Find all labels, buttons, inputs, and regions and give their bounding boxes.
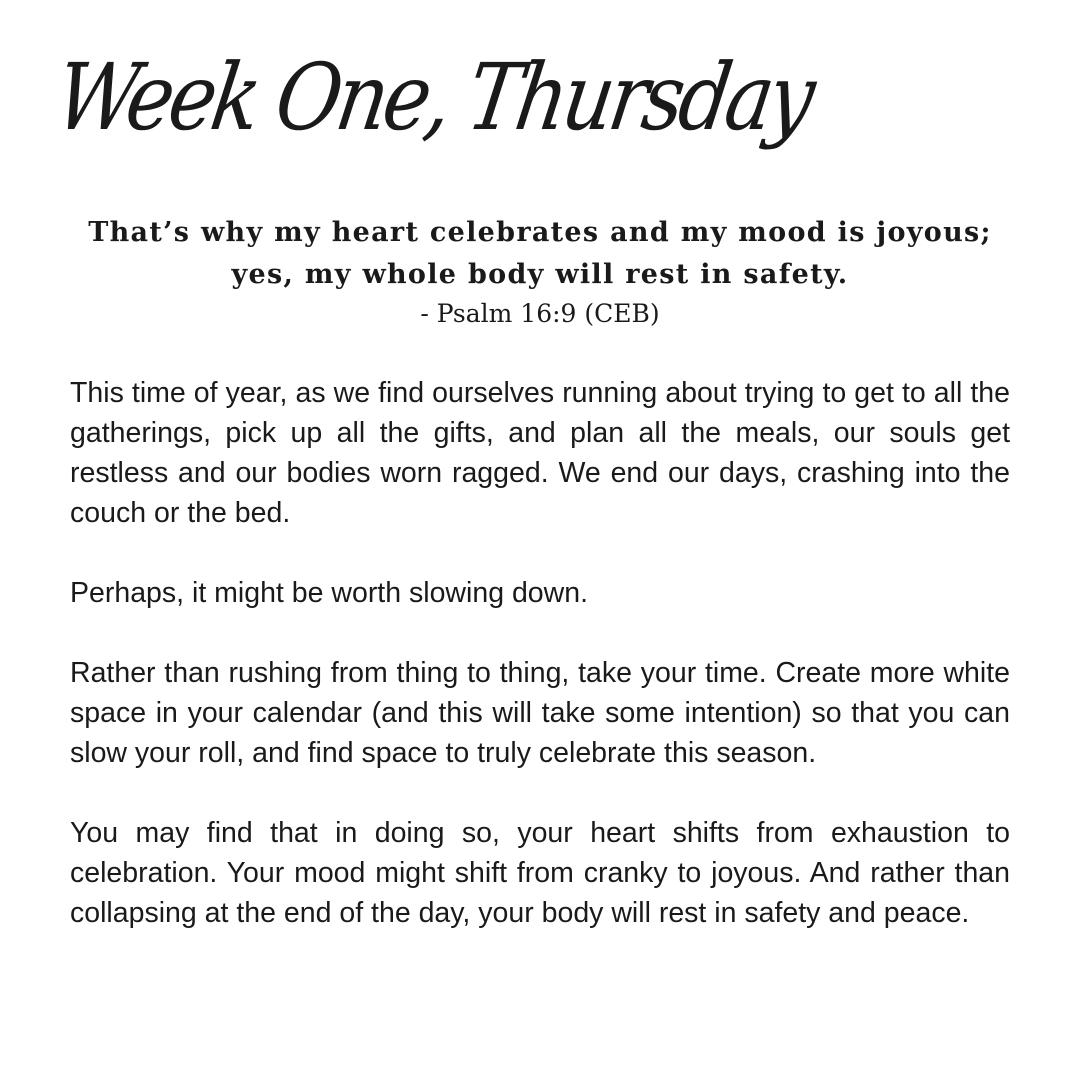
page-title: Week One, Thursday [48,44,818,151]
body-paragraph: Rather than rushing from thing to thing, take your time. Create more white space in your calendar (and this will take some intention) so that you can slow your roll, and find space to truly celebrate this season. [70,657,1010,769]
body-paragraph: Perhaps, it might be worth slowing down. [70,577,589,609]
scripture-reference: - Psalm 16:9 (CEB) [420,299,660,328]
scripture-verse: That’s why my heart celebrates and my mood is joyous; yes, my whole body will rest in safety. [88,217,992,290]
devotional-body [70,373,1010,973]
scripture-block [70,212,1010,334]
body-paragraph: You may find that in doing so, your heart shifts from exhaustion to celebration. Your mood might shift from cranky to joyous. And rather than collapsing at the end of the day, your body will rest in safety and peace. [70,817,1010,929]
body-paragraph: This time of year, as we find ourselves running about trying to get to all the gatherings, pick up all the gifts, and plan all the meals, our souls get restless and our bodies worn ragged. We end our days, crashing into the couch or the bed. [70,377,1010,529]
